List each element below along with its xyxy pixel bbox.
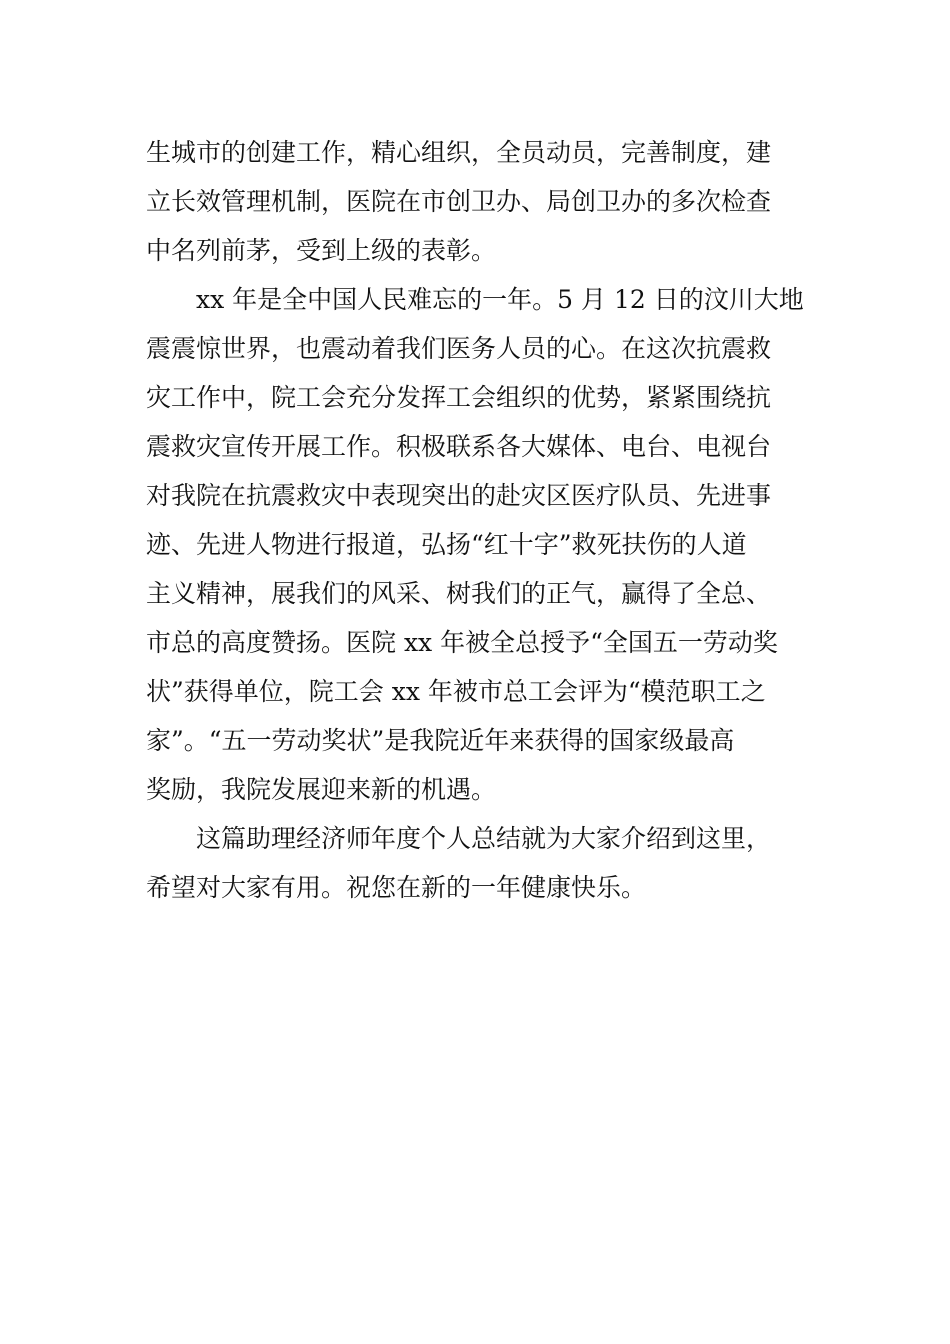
text-line: 迹、先进人物进行报道，弘扬“红十字”救死扶伤的人道: [146, 530, 747, 559]
document-body: [146, 128, 806, 912]
text-line: 灾工作中，院工会充分发挥工会组织的优势，紧紧围绕抗: [146, 383, 772, 412]
text-line: 奖励，我院发展迎来新的机遇。: [146, 775, 497, 804]
text-line: 主义精神，展我们的风采、树我们的正气，赢得了全总、: [146, 579, 772, 608]
text-line: 震救灾宣传开展工作。积极联系各大媒体、电台、电视台: [146, 432, 772, 461]
text-line: 立长效管理机制，医院在市创卫办、局创卫办的多次检查: [146, 187, 772, 216]
text-line: 希望对大家有用。祝您在新的一年健康快乐。: [146, 873, 647, 902]
text-line: 状”获得单位，院工会 xx 年被市总工会评为“模范职工之: [146, 677, 766, 706]
paragraph-3: [146, 814, 806, 912]
paragraph-1: [146, 128, 806, 275]
text-line: 生城市的创建工作，精心组织，全员动员，完善制度，建: [146, 138, 772, 167]
paragraph-2: [146, 275, 806, 814]
text-line: 震震惊世界，也震动着我们医务人员的心。在这次抗震救: [146, 334, 772, 363]
text-line: 这篇助理经济师年度个人总结就为大家介绍到这里，: [146, 824, 772, 853]
text-line: 市总的高度赞扬。医院 xx 年被全总授予“全国五一劳动奖: [146, 628, 778, 657]
text-line: 家”。“五一劳动奖状”是我院近年来获得的国家级最高: [146, 726, 735, 755]
text-line: 对我院在抗震救灾中表现突出的赴灾区医疗队员、先进事: [146, 481, 772, 510]
text-line: xx 年是全中国人民难忘的一年。5 月 12 日的汶川大地: [146, 285, 804, 314]
text-line: 中名列前茅，受到上级的表彰。: [146, 236, 497, 265]
